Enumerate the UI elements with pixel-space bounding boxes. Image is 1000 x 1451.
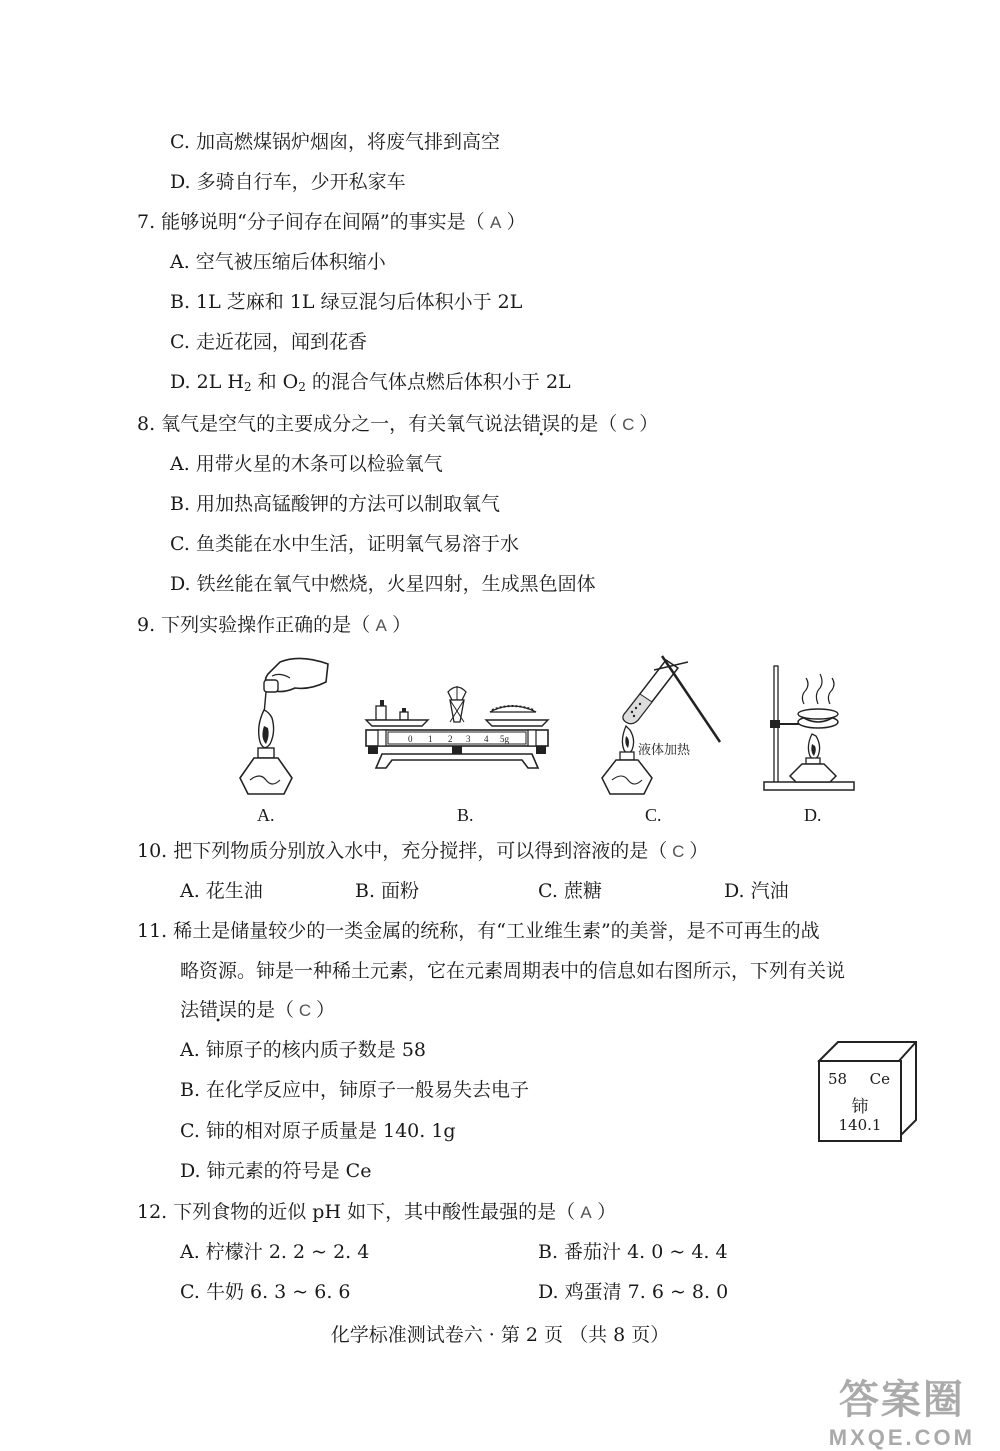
q7-option-a: A. 空气被压缩后体积缩小 bbox=[170, 251, 386, 273]
q12-option-c: C. 牛奶 6. 3 ~ 6. 6 bbox=[180, 1281, 351, 1303]
figure-b-label: B. bbox=[457, 805, 474, 825]
q11-option-b: B. 在化学反应中，铈原子一般易失去电子 bbox=[180, 1079, 530, 1101]
q11-option-c: C. 铈的相对原子质量是 140. 1g bbox=[180, 1120, 456, 1142]
page-footer: 化学标准测试卷六 · 第 2 页 （共 8 页） bbox=[330, 1324, 670, 1346]
element-mass: 140.1 bbox=[838, 1116, 882, 1134]
q8-option-b: B. 用加热高锰酸钾的方法可以制取氧气 bbox=[170, 493, 501, 515]
scale-tick-5: 5g bbox=[500, 734, 509, 744]
q7-option-c: C. 走近花园，闻到花香 bbox=[170, 331, 367, 353]
scale-tick-3: 3 bbox=[466, 734, 471, 744]
q7-answer: A bbox=[489, 213, 502, 232]
q10-option-d: D. 汽油 bbox=[724, 880, 789, 902]
q7-option-d: D. 2L $H_2$ 和 $O_2$ 的混合气体点燃后体积小于 2L bbox=[170, 371, 571, 394]
q9-stem: 9. 下列实验操作正确的是（ A ） bbox=[137, 612, 411, 639]
q8-option-a: A. 用带火星的木条可以检验氧气 bbox=[170, 453, 443, 475]
element-symbol: Ce bbox=[869, 1070, 890, 1088]
q7-option-b: B. 1L 芝麻和 1L 绿豆混匀后体积小于 2L bbox=[170, 291, 523, 313]
element-name: 铈 bbox=[851, 1097, 869, 1117]
figure-a-label: A. bbox=[257, 805, 275, 825]
q10-stem: 10. 把下列物质分别放入水中，充分搅拌，可以得到溶液的是（ C ） bbox=[137, 838, 708, 865]
figure-d-evaporating-dish bbox=[760, 664, 860, 806]
element-tile-cerium bbox=[818, 1060, 902, 1142]
q11-emphasis: 错误 bbox=[199, 999, 238, 1021]
scale-tick-0: 0 bbox=[408, 734, 413, 744]
q11-stem-line2: 略资源。铈是一种稀土元素，它在元素周期表中的信息如右图所示，下列有关说 bbox=[180, 960, 846, 982]
q10-answer: C bbox=[672, 842, 685, 861]
q8-emphasis: 错误 bbox=[522, 413, 561, 435]
q12-option-d: D. 鸡蛋清 7. 6 ~ 8. 0 bbox=[538, 1281, 729, 1303]
scale-tick-2: 2 bbox=[448, 734, 453, 744]
q11-stem-line3: 法错误的是（ C ） bbox=[180, 997, 335, 1024]
figure-c-label: C. bbox=[645, 805, 662, 825]
q11-answer: C bbox=[298, 1001, 312, 1020]
figure-d-label: D. bbox=[804, 805, 822, 825]
scale-tick-1: 1 bbox=[428, 734, 433, 744]
q12-answer: A bbox=[580, 1203, 592, 1222]
q11-option-a: A. 铈原子的核内质子数是 58 bbox=[180, 1039, 427, 1061]
figure-a-alcohol-lamp bbox=[220, 652, 330, 802]
element-number: 58 bbox=[828, 1070, 848, 1088]
q12-option-a: A. 柠檬汁 2. 2 ~ 2. 4 bbox=[180, 1241, 370, 1263]
q11-option-d: D. 铈元素的符号是 Ce bbox=[180, 1160, 372, 1182]
q10-option-c: C. 蔗糖 bbox=[538, 880, 602, 902]
q8-stem: 8. 氧气是空气的主要成分之一，有关氧气说法错误的是（ C ） bbox=[137, 411, 658, 438]
q12-stem: 12. 下列食物的近似 pH 如下，其中酸性最强的是（ A ） bbox=[137, 1199, 616, 1226]
q8-answer: C bbox=[622, 415, 635, 434]
q10-option-b: B. 面粉 bbox=[355, 880, 420, 902]
watermark-logo: 答案圈 MXQE.COM bbox=[828, 1378, 975, 1450]
q6-option-d: D. 多骑自行车，少开私家车 bbox=[170, 171, 406, 193]
q7-stem: 7. 能够说明“分子间存在间隔”的事实是（ A ） bbox=[137, 209, 526, 236]
q9-answer: A bbox=[375, 616, 387, 635]
q8-option-c: C. 鱼类能在水中生活，证明氧气易溶于水 bbox=[170, 533, 519, 555]
q10-option-a: A. 花生油 bbox=[180, 880, 263, 902]
figure-c-caption: 液体加热 bbox=[638, 743, 691, 758]
q11-stem-line1: 11. 稀土是储量较少的一类金属的统称，有“工业维生素”的美誉，是不可再生的战 bbox=[137, 920, 820, 942]
q6-option-c: C. 加高燃煤锅炉烟囱，将废气排到高空 bbox=[170, 131, 500, 153]
figure-b-balance-scale bbox=[362, 682, 552, 782]
q8-option-d: D. 铁丝能在氧气中燃烧，火星四射，生成黑色固体 bbox=[170, 573, 596, 595]
figure-c-liquid-heating bbox=[596, 652, 726, 802]
scale-tick-4: 4 bbox=[484, 734, 489, 744]
q12-option-b: B. 番茄汁 4. 0 ~ 4. 4 bbox=[538, 1241, 728, 1263]
